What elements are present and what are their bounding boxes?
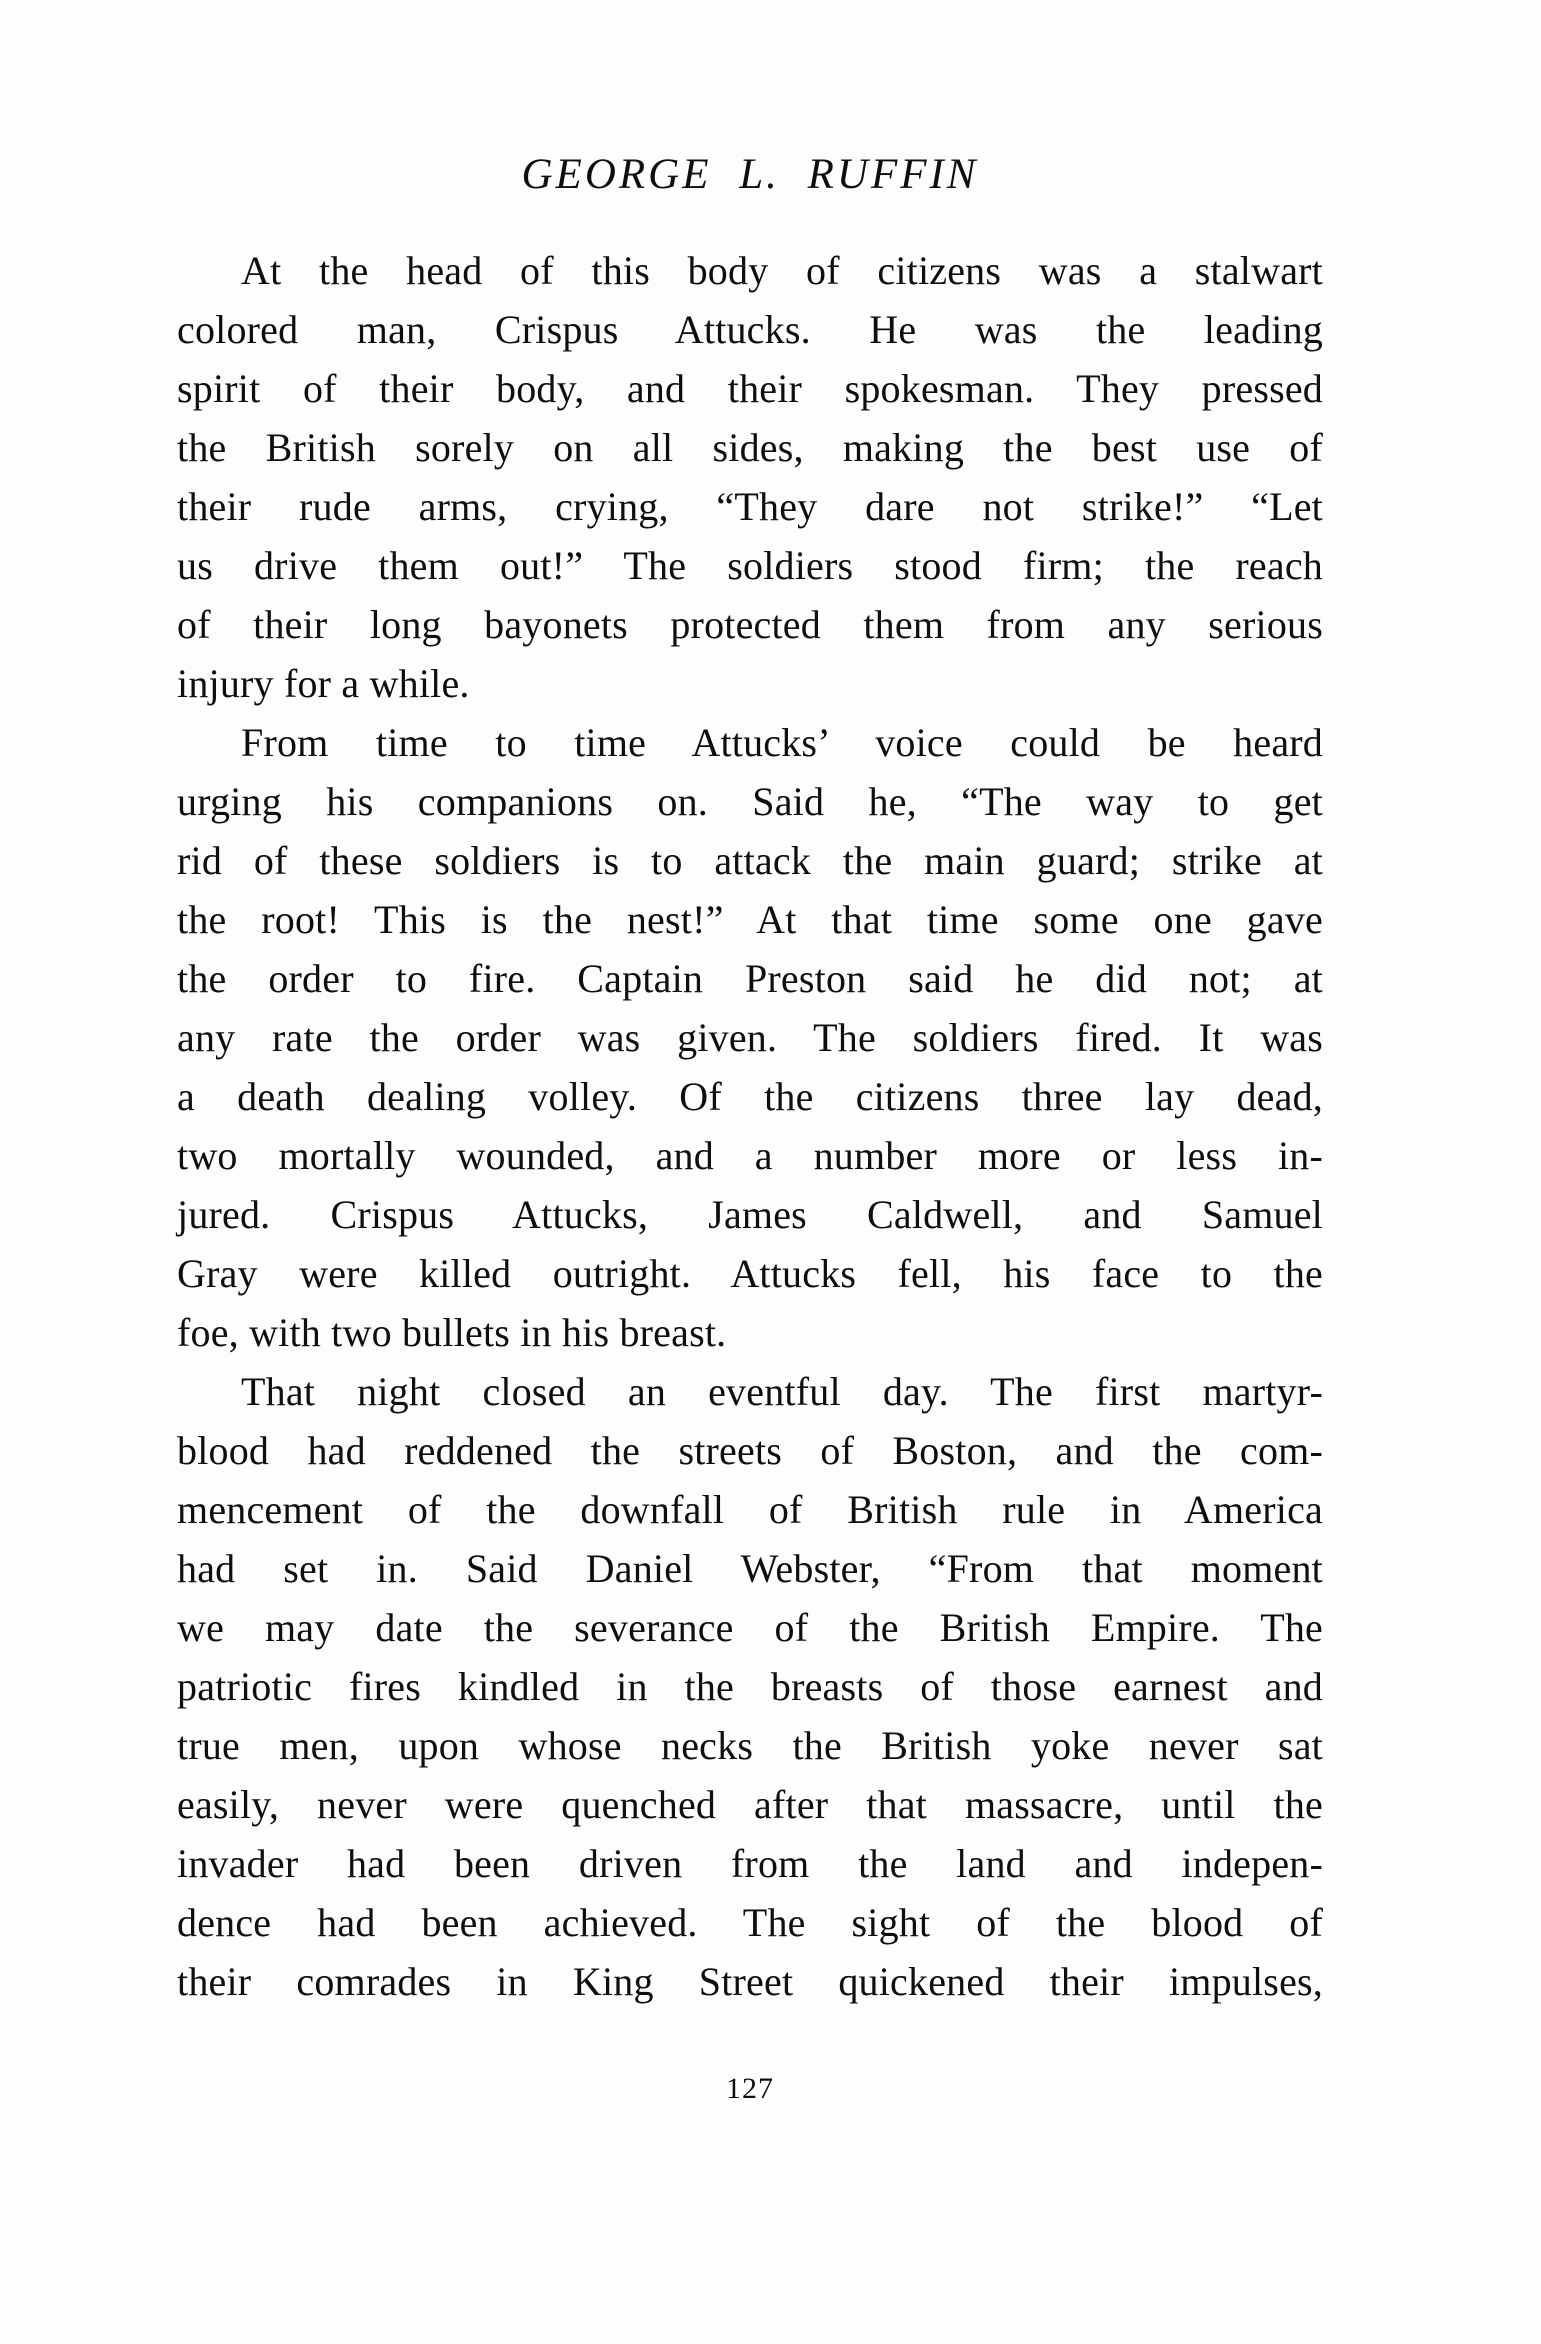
text-line: At the head of this body of citizens was a stalwart — [241, 248, 1323, 293]
text-line: true men, upon whose necks the British yoke never sat — [177, 1723, 1323, 1768]
text-line: spirit of their body, and their spokesman. They pressed — [177, 366, 1323, 411]
text-line: jured. Crispus Attucks, James Caldwell, and Samuel — [177, 1192, 1323, 1237]
text-line: colored man, Crispus Attucks. He was the leading — [177, 307, 1323, 352]
text-line: From time to time Attucks’ voice could be heard — [241, 720, 1323, 765]
text-line: the order to fire. Captain Preston said he did not; at — [177, 956, 1323, 1001]
text-line: the British sorely on all sides, making the best use of — [177, 425, 1323, 470]
text-line: their rude arms, crying, “They dare not strike!” “Let — [177, 484, 1323, 529]
text-line: two mortally wounded, and a number more or less in- — [177, 1133, 1323, 1178]
text-line: injury for a while. — [177, 661, 470, 706]
text-line: blood had reddened the streets of Boston, and the com- — [177, 1428, 1323, 1473]
text-line: Gray were killed outright. Attucks fell, his face to the — [177, 1251, 1323, 1296]
text-line: patriotic fires kindled in the breasts of those earnest and — [177, 1664, 1323, 1709]
text-line: had set in. Said Daniel Webster, “From that moment — [177, 1546, 1323, 1591]
text-line: easily, never were quenched after that massacre, until the — [177, 1782, 1323, 1827]
text-line: rid of these soldiers is to attack the main guard; strike at — [177, 838, 1323, 883]
text-line: us drive them out!” The soldiers stood firm; the reach — [177, 543, 1323, 588]
text-line: mencement of the downfall of British rule in America — [177, 1487, 1323, 1532]
body-text — [177, 241, 1323, 2011]
text-line: the root! This is the nest!” At that time some one gave — [177, 897, 1323, 942]
page-number: 127 — [726, 2072, 774, 2105]
text-line: we may date the severance of the British Empire. The — [177, 1605, 1323, 1650]
text-line: invader had been driven from the land and indepen- — [177, 1841, 1323, 1886]
text-line: of their long bayonets protected them from any serious — [177, 602, 1323, 647]
text-line: their comrades in King Street quickened their impulses, — [177, 1959, 1323, 2004]
text-line: dence had been achieved. The sight of the blood of — [177, 1900, 1323, 1945]
text-line: a death dealing volley. Of the citizens three lay dead, — [177, 1074, 1323, 1119]
text-line: any rate the order was given. The soldiers fired. It was — [177, 1015, 1323, 1060]
text-line: That night closed an eventful day. The first martyr- — [241, 1369, 1323, 1414]
text-line: foe, with two bullets in his breast. — [177, 1310, 727, 1355]
running-head: GEORGE L. RUFFIN — [521, 151, 979, 198]
text-line: urging his companions on. Said he, “The way to get — [177, 779, 1323, 824]
